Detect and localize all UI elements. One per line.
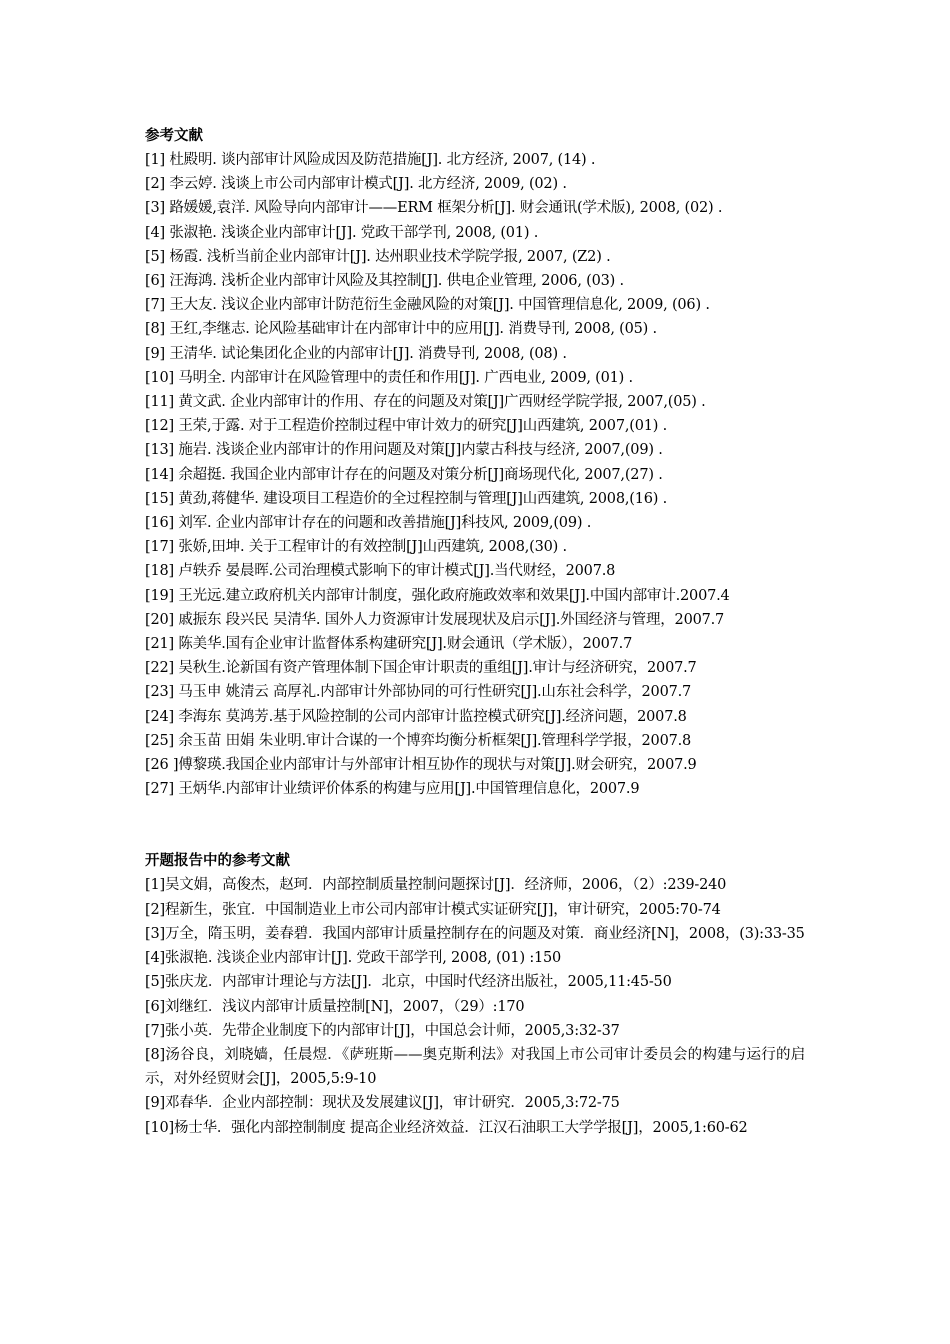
reference-item: [1] 杜殿明. 谈内部审计风险成因及防范措施[J]. 北方经济, 2007, (14) .: [145, 152, 596, 168]
proposal-reference-item: [9]邓春华．企业内部控制：现状及发展建议[J]，审计研究．2005,3:72-75: [145, 1095, 620, 1112]
reference-item: [16] 刘军. 企业内部审计存在的问题和改善措施[J]科技风, 2009,(09) .: [145, 515, 592, 532]
reference-item: [14] 余超挺. 我国企业内部审计存在的问题及对策分析[J]商场现代化, 2007,(27) .: [145, 466, 663, 483]
proposal-reference-item: [6]刘继红．浅议内部审计质量控制[N]，2007，（29）:170: [145, 998, 525, 1015]
proposal-reference-item: [5]张庆龙．内部审计理论与方法[J]．北京，中国时代经济出版社，2005,11:45-50: [145, 974, 672, 991]
references-list: [145, 148, 805, 801]
reference-item: [23] 马玉申 姚清云 高厚礼.内部审计外部协同的可行性研究[J].山东社会科学，2007.7: [145, 684, 692, 701]
reference-item: [5] 杨霞. 浅析当前企业内部审计[J]. 达州职业技术学院学报, 2007, (Z2) .: [145, 248, 611, 265]
reference-item: [21] 陈美华.国有企业审计监督体系构建研究[J].财会通讯（学术版），2007.7: [145, 636, 633, 653]
reference-item: [25] 余玉苗 田娟 朱业明.审计合谋的一个博弈均衡分析框架[J].管理科学学报，2007.8: [145, 732, 692, 749]
proposal-reference-item: [1]吴文娟，高俊杰，赵珂．内部控制质量控制问题探讨[J]．经济师，2006，（2）:239-240: [145, 877, 727, 894]
reference-item: [3] 路媛媛,袁洋. 风险导向内部审计——ERM 框架分析[J]. 财会通讯(学术版), 2008, (02) .: [145, 200, 723, 217]
reference-item: [2] 李云婷. 浅谈上市公司内部审计模式[J]. 北方经济, 2009, (02) .: [145, 176, 567, 193]
section-spacer: [145, 801, 805, 849]
reference-item: [13] 施岩. 浅谈企业内部审计的作用问题及对策[J]内蒙古科技与经济, 2007,(09) .: [145, 442, 663, 459]
reference-item: [6] 汪海鸿. 浅析企业内部审计风险及其控制[J]. 供电企业管理, 2006, (03) .: [145, 273, 624, 290]
reference-item: [27] 王炳华.内部审计业绩评价体系的构建与应用[J].中国管理信息化，2007.9: [145, 781, 640, 798]
reference-item: [10] 马明全. 内部审计在风险管理中的责任和作用[J]. 广西电业, 2009, (01) .: [145, 369, 633, 386]
reference-item: [4] 张淑艳. 浅谈企业内部审计[J]. 党政干部学刊, 2008, (01) .: [145, 224, 539, 241]
proposal-reference-item: [8]汤谷良，刘晓嫱，任晨煜．《萨班斯——奥克斯利法》对我国上市公司审计委员会的构建与运行的启示，对外经贸财会[J]，2005,5:9-10: [145, 1046, 805, 1088]
proposal-reference-item: [3]万全，隋玉明，姜春碧．我国内部审计质量控制存在的问题及对策．商业经济[N]，2008，(3):33-35: [145, 925, 805, 942]
proposal-references-heading: 开题报告中的参考文献: [145, 852, 290, 870]
reference-item: [18] 卢轶乔 晏晨晖.公司治理模式影响下的审计模式[J].当代财经，2007.8: [145, 563, 616, 580]
document-page: [145, 124, 805, 1140]
references-heading: 参考文献: [145, 127, 203, 144]
reference-item: [8] 王红,李继志. 论风险基础审计在内部审计中的应用[J]. 消费导刊, 2008, (05) .: [145, 321, 657, 338]
reference-item: [17] 张娇,田坤. 关于工程审计的有效控制[J]山西建筑, 2008,(30) .: [145, 539, 567, 556]
reference-item: [7] 王大友. 浅议企业内部审计防范衍生金融风险的对策[J]. 中国管理信息化, 2009, (06) .: [145, 297, 710, 314]
proposal-reference-item: [2]程新生，张宜．中国制造业上市公司内部审计模式实证研究[J]，审计研究，2005:70-74: [145, 901, 721, 918]
reference-item: [22] 吴秋生.论新国有资产管理体制下国企审计职责的重组[J].审计与经济研究，2007.7: [145, 660, 697, 677]
reference-item: [15] 黄劲,蒋健华. 建设项目工程造价的全过程控制与管理[J]山西建筑, 2008,(16) .: [145, 490, 668, 507]
reference-item: [19] 王光远.建立政府机关内部审计制度，强化政府施政效率和效果[J].中国内部审计.2007.4: [145, 587, 730, 604]
reference-item: [11] 黄文武. 企业内部审计的作用、存在的问题及对策[J]广西财经学院学报, 2007,(05) .: [145, 394, 706, 411]
reference-item: [24] 李海东 莫鸿芳.基于风险控制的公司内部审计监控模式研究[J].经济问题，2007.8: [145, 708, 687, 725]
reference-item: [26 ]傅黎瑛.我国企业内部审计与外部审计相互协作的现状与对策[J].财会研究，2007.9: [145, 757, 697, 774]
reference-item: [9] 王清华. 试论集团化企业的内部审计[J]. 消费导刊, 2008, (08) .: [145, 345, 567, 362]
reference-item: [12] 王荣,于露. 对于工程造价控制过程中审计效力的研究[J]山西建筑, 2007,(01) .: [145, 418, 668, 435]
proposal-references-list: [145, 873, 805, 1139]
reference-item: [20] 戚振东 段兴民 吴清华. 国外人力资源审计发展现状及启示[J].外国经济与管理，2007.7: [145, 611, 725, 628]
proposal-reference-item: [7]张小英．先带企业制度下的内部审计[J]，中国总会计师，2005,3:32-37: [145, 1022, 620, 1039]
proposal-reference-item: [10]杨士华．强化内部控制制度 提高企业经济效益．江汉石油职工大学学报[J]，2005,1:60-62: [145, 1119, 748, 1136]
proposal-reference-item: [4]张淑艳. 浅谈企业内部审计[J]. 党政干部学刊, 2008, (01) :150: [145, 950, 562, 967]
